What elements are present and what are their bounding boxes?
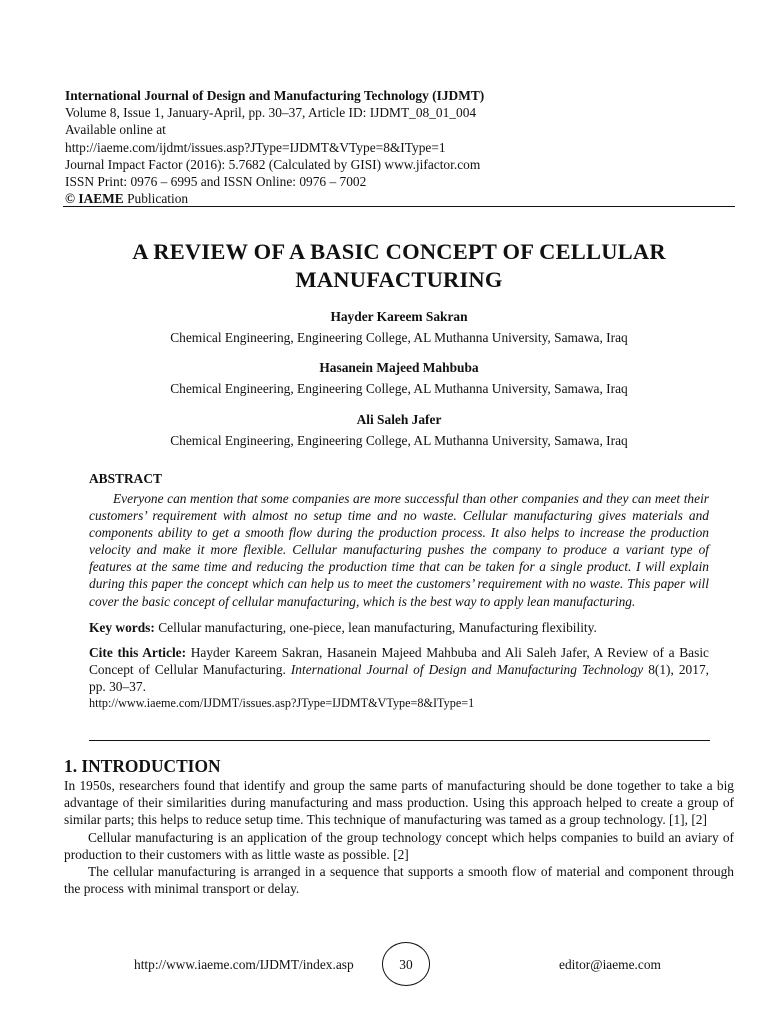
author-block — [60, 411, 738, 450]
cite-text: Hayder Kareem Sakran, Hasanein Majeed Mahbuba and Ali Saleh Jafer, A Review of a Basic Concept of Cellular Manufacturing. — [89, 644, 709, 677]
copyright-rest: Publication — [123, 191, 189, 207]
author-block — [60, 308, 738, 347]
author-block — [60, 359, 738, 398]
abstract-divider — [89, 740, 710, 741]
author-name: Hayder Kareem Sakran — [330, 309, 468, 324]
footer-email-link[interactable]: editor@iaeme.com — [559, 957, 661, 972]
cite-details: 8(1), 2017, pp. 30–37. — [89, 661, 709, 694]
available-online: Available online at — [65, 122, 166, 138]
copyright-mark: © IAEME — [65, 191, 124, 207]
volume-info: Volume 8, Issue 1, January-April, pp. 30–37, Article ID: IJDMT_08_01_004 — [65, 105, 477, 121]
journal-title: International Journal of Design and Manufacturing Technology (IJDMT) — [65, 88, 485, 103]
page-footer — [0, 942, 768, 988]
introduction-heading: 1. INTRODUCTION — [64, 756, 221, 776]
cite-label: Cite this Article: — [89, 644, 187, 660]
abstract-section — [89, 470, 709, 711]
author-affiliation: Chemical Engineering, Engineering College, AL Muthanna University, Samawa, Iraq — [170, 381, 628, 396]
author-name: Hasanein Majeed Mahbuba — [319, 360, 479, 375]
introduction-paragraph: In 1950s, researchers found that identify and group the same parts of manufacturing should be done together to take a big advantage of their similarities during manufacturing and mass production. Using this approach helped to create a group of similar parts; this helps to reduce setup time. This technique of manufacturing was tamed as a group technology. [1], [2] — [64, 778, 734, 828]
header-divider — [63, 206, 735, 207]
issn-info: ISSN Print: 0976 – 6995 and ISSN Online: 0976 – 7002 — [65, 174, 367, 190]
introduction-paragraph: The cellular manufacturing is arranged in a sequence that supports a smooth flow of material and component through the process with minimal transport or delay. — [64, 864, 734, 897]
page-number: 30 — [382, 942, 430, 986]
introduction-paragraph: Cellular manufacturing is an application of the group technology concept which helps companies to build an aviary of production to their customers with as little waste as possible. [2] — [64, 829, 734, 862]
journal-url-link[interactable]: http://iaeme.com/ijdmt/issues.asp?JType=IJDMT&VType=8&IType=1 — [65, 139, 446, 155]
keywords — [89, 619, 709, 636]
author-name: Ali Saleh Jafer — [356, 412, 442, 427]
cite-journal: International Journal of Design and Manufacturing Technology — [290, 661, 644, 677]
citation — [89, 644, 709, 695]
footer-url-link[interactable]: http://www.iaeme.com/IJDMT/index.asp — [134, 957, 354, 972]
abstract-body: Everyone can mention that some companies are more successful than other companies and they can meet their customers’ requirement with almost no setup time and no waste. Cellular manufacturing gives materials and components ability to get a smooth flow during the production process. It also helps to increase the production velocity and make it more flexible. Cellular manufacturing pushes the company to produce a variant type of features at the same time and reducing the production time that can be taken for a single product. I will explain during this paper the concept which can help us to meet the customers’ requirement with no waste. This paper will cover the basic concept of cellular manufacturing, which is the best way to apply lean manufacturing. — [89, 491, 709, 609]
introduction-section — [64, 755, 734, 897]
impact-factor: Journal Impact Factor (2016): 5.7682 (Calculated by GISI) www.jifactor.com — [65, 156, 481, 172]
journal-header — [65, 87, 735, 207]
cite-url-link[interactable]: http://www.iaeme.com/IJDMT/issues.asp?JType=IJDMT&VType=8&IType=1 — [89, 695, 475, 710]
paper-title: A REVIEW OF A BASIC CONCEPT OF CELLULAR MANUFACTURING — [132, 239, 666, 292]
abstract-heading: ABSTRACT — [89, 471, 162, 486]
author-affiliation: Chemical Engineering, Engineering College, AL Muthanna University, Samawa, Iraq — [170, 433, 628, 448]
author-affiliation: Chemical Engineering, Engineering College, AL Muthanna University, Samawa, Iraq — [170, 330, 628, 345]
copyright-line — [65, 190, 735, 207]
keywords-text: Cellular manufacturing, one-piece, lean manufacturing, Manufacturing flexibility. — [154, 619, 597, 635]
keywords-label: Key words: — [89, 619, 155, 635]
